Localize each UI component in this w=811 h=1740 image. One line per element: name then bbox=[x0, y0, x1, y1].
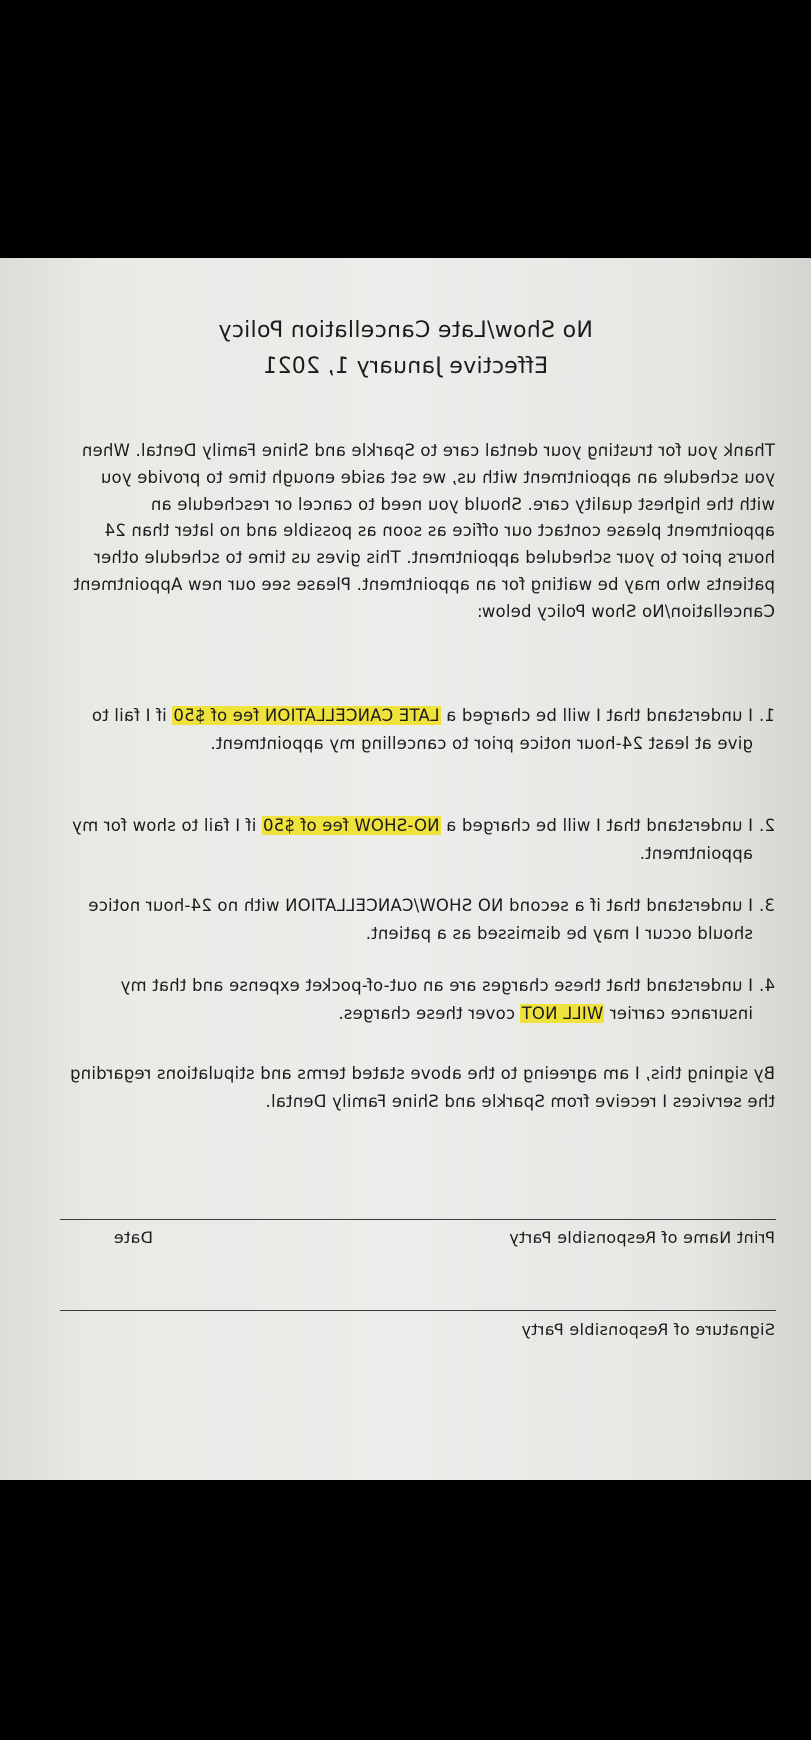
highlighted-text: NO-SHOW fee of $50 bbox=[262, 816, 440, 835]
item-text: I understand that I will be charged a bbox=[440, 706, 753, 725]
item-text: I understand that if a second NO SHOW/CANCELLATION with no 24-hour notice should occur I may be dismissed as a patient. bbox=[88, 896, 753, 943]
policy-item-2 bbox=[70, 812, 775, 868]
policy-title: No Show/Late Cancellation Policy bbox=[218, 318, 593, 343]
policy-item-1 bbox=[70, 702, 775, 758]
highlighted-text: WILL NOT bbox=[521, 1004, 604, 1023]
policy-item-3 bbox=[70, 892, 775, 948]
item-number: 2. bbox=[758, 816, 775, 835]
item-text: cover these charges. bbox=[338, 1004, 521, 1023]
policy-sheet-mirrored bbox=[0, 258, 811, 1480]
intro-paragraph: Thank you for trusting your dental care to Sparkle and Shine Family Dental. When you schedule an appointment with us, we set aside enough time to provide you with the highest quality care. Should you need to cancel or reschedule an appointment please contact our office as soon as possible and no later than 24 hours prior to your scheduled appointment. This gives us time to schedule other patients who may be waiting for an appointment. Please see our new Appointment Cancellation/No Show Policy below: bbox=[73, 441, 775, 621]
item-text: I understand that I will be charged a bbox=[440, 816, 753, 835]
item-text: I understand that these charges are an out-of-pocket expense and that my insurance carrier bbox=[120, 976, 753, 1023]
item-number: 4. bbox=[758, 976, 775, 995]
signature-label: Signature of Responsible Party bbox=[521, 1320, 775, 1339]
item-text: if I fail to show for my appointment. bbox=[71, 816, 753, 863]
effective-date: Effective January 1, 2021 bbox=[262, 354, 549, 379]
item-text: if I fail to give at least 24-hour notice prior to cancelling my appointment. bbox=[91, 706, 753, 753]
policy-item-4 bbox=[70, 972, 775, 1028]
item-number: 1. bbox=[758, 706, 775, 725]
signature-line bbox=[60, 1310, 776, 1311]
date-label: Date bbox=[113, 1228, 153, 1247]
document-photo bbox=[0, 258, 811, 1480]
item-number: 3. bbox=[758, 896, 775, 915]
closing-paragraph: By signing this, I am agreeing to the above stated terms and stipulations regarding the services I receive from Sparkle and Shine Family Dental. bbox=[69, 1064, 775, 1111]
print-name-label: Print Name of Responsible Party bbox=[508, 1228, 775, 1247]
highlighted-text: LATE CANCELLATION fee of $50 bbox=[173, 706, 440, 725]
print-name-line bbox=[60, 1219, 776, 1220]
